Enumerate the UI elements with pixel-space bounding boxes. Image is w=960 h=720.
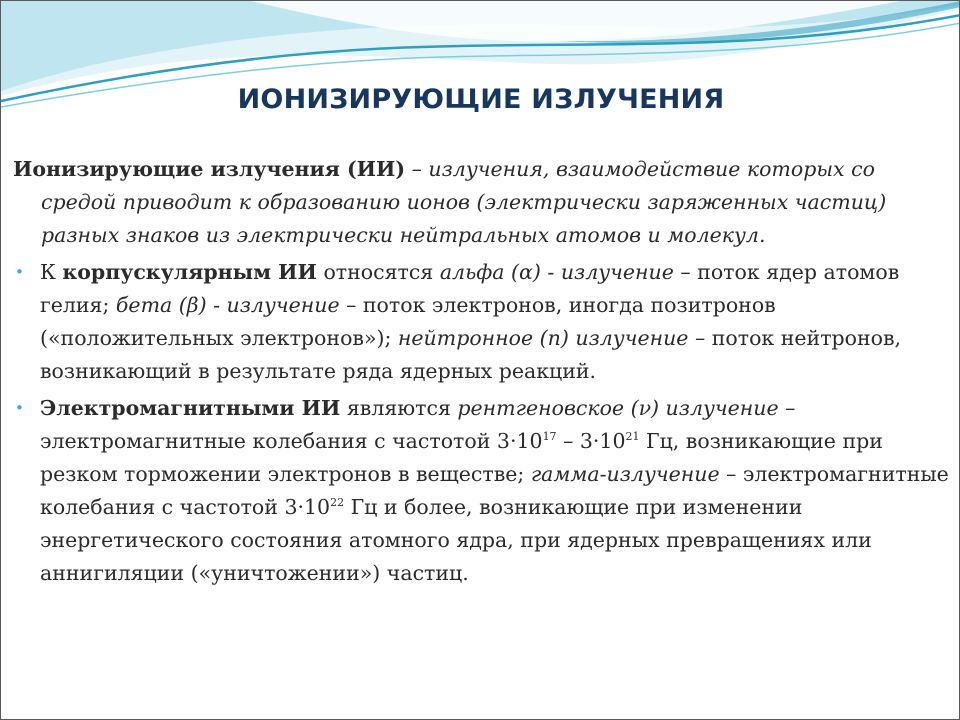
intro-def-first: излучения, взаимодействие которых со: [428, 157, 875, 181]
text-run: Гц и более, возникающие при изменении энергетического состояния атомного ядра, при ядерных превращениях или аннигиляции («уничтожении») частиц.: [40, 495, 872, 585]
bullet-icon: •: [15, 263, 24, 281]
text-run: являются: [340, 396, 458, 420]
gamma-term: гамма-излучение: [530, 462, 720, 486]
text-run: – 3·10: [556, 429, 626, 453]
corpuscular-term: корпускулярным ИИ: [62, 260, 317, 284]
bullet-item-electromagnetic: [13, 392, 951, 590]
text-run: относятся: [316, 260, 440, 284]
alpha-term: альфа (α) - излучение: [439, 260, 674, 284]
exponent: 22: [330, 496, 345, 509]
xray-term: рентгеновское (ν) излучение: [457, 396, 779, 420]
exponent: 17: [542, 430, 557, 443]
exponent: 21: [625, 430, 640, 443]
slide-content: [13, 153, 951, 590]
neutron-term: нейтронное (n) излучение: [397, 326, 689, 350]
intro-def-rest: средой приводит к образованию ионов (электрически заряженных частиц) разных знаков из электрически нейтральных атомов и молекул.: [41, 190, 887, 247]
electromagnetic-term: Электромагнитными ИИ: [40, 396, 341, 420]
text-run: – поток ядер атомов гелия;: [40, 260, 900, 317]
text-run: Гц, возникающие при резком торможении электронов в веществе;: [40, 429, 883, 486]
text-run: – электромагнитные колебания с частотой 3·10: [40, 462, 949, 519]
slide-title: ИОНИЗИРУЮЩИЕ ИЗЛУЧЕНИЯ: [237, 84, 725, 115]
bullet-icon: •: [15, 399, 24, 417]
intro-term: Ионизирующие излучения (ИИ): [13, 157, 406, 181]
bullet-item-corpuscular: [13, 256, 951, 388]
text-run: – поток нейтронов, возникающий в результате ряда ядерных реакций.: [40, 326, 902, 383]
intro-dash: –: [405, 157, 429, 181]
text-run: – электромагнитные колебания с частотой 3·10: [40, 396, 796, 453]
beta-term: бета (β) - излучение: [115, 293, 340, 317]
text-run: К: [40, 260, 63, 284]
intro-definition: [13, 153, 951, 252]
bullet-list: [13, 256, 951, 590]
text-run: – поток электронов, иногда позитронов («положительных электронов»);: [40, 293, 776, 350]
